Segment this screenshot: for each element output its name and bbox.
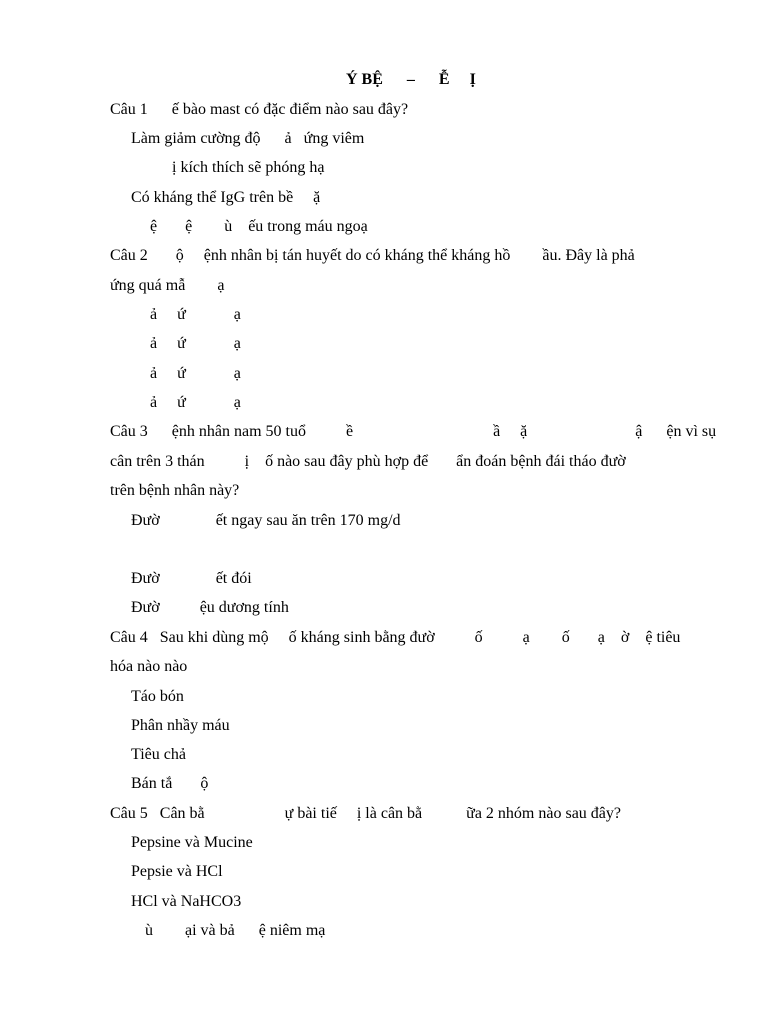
question-3-stem-line-2: cân trên 3 thán ị ố nào sau đây phù hợp để ẩn đoán bệnh đái tháo đườ [110, 453, 626, 470]
question-1-option-c: Có kháng thể IgG trên bề ặ [131, 189, 321, 206]
question-5-option-a: Pepsine và Mucine [131, 834, 253, 851]
question-2-option-c: ả ứ ạ [150, 365, 241, 382]
question-4-stem-line-2: hóa nào nào [110, 658, 188, 675]
question-5-stem: Câu 5 Cân bằ ự bài tiế ị là cân bằ ữa 2 nhóm nào sau đây? [110, 805, 622, 822]
question-4-option-b: Phân nhầy máu [131, 717, 230, 734]
question-1-option-d: ệ ệ ù ếu trong máu ngoạ [150, 218, 368, 235]
question-2-stem-line-2: ứng quá mẫ ạ [110, 277, 225, 294]
question-3-stem-line-3: trên bệnh nhân này? [110, 482, 240, 499]
question-4-stem-line-1: Câu 4 Sau khi dùng mộ ố kháng sinh bằng đườ ố ạ ố ạ ờ ệ tiêu [110, 629, 681, 646]
question-5-option-d: ù ại và bả ệ niêm mạ [145, 922, 326, 939]
question-2-option-d: ả ứ ạ [150, 394, 241, 411]
page-title: Ý BỆ – Ễ Ị [346, 71, 476, 88]
question-1-stem: Câu 1 ế bào mast có đặc điểm nào sau đây? [110, 101, 409, 118]
question-3-option-d: Đườ ệu dương tính [131, 599, 289, 616]
question-3-option-c: Đườ ết đói [131, 570, 252, 587]
question-2-stem-line-1: Câu 2 ộ ệnh nhân bị tán huyết do có kháng thể kháng hồ ầu. Đây là phả [110, 247, 635, 264]
question-1-option-b: ị kích thích sẽ phóng hạ [172, 159, 325, 176]
question-4-option-c: Tiêu chả [131, 746, 186, 763]
question-3-stem-line-1: Câu 3 ệnh nhân nam 50 tuổ ề ầ ặ ậ ện vì sụ [110, 423, 717, 440]
question-4-option-d: Bán tắ ộ [131, 775, 209, 792]
question-2-option-a: ả ứ ạ [150, 306, 241, 323]
question-2-option-b: ả ứ ạ [150, 335, 241, 352]
question-5-option-b: Pepsie và HCl [131, 863, 223, 880]
question-1-option-a: Làm giảm cường độ ả ứng viêm [131, 130, 365, 147]
question-5-option-c: HCl và NaHCO3 [131, 893, 242, 910]
question-4-option-a: Táo bón [131, 688, 184, 705]
question-3-option-a: Đườ ết ngay sau ăn trên 170 mg/d [131, 512, 401, 529]
